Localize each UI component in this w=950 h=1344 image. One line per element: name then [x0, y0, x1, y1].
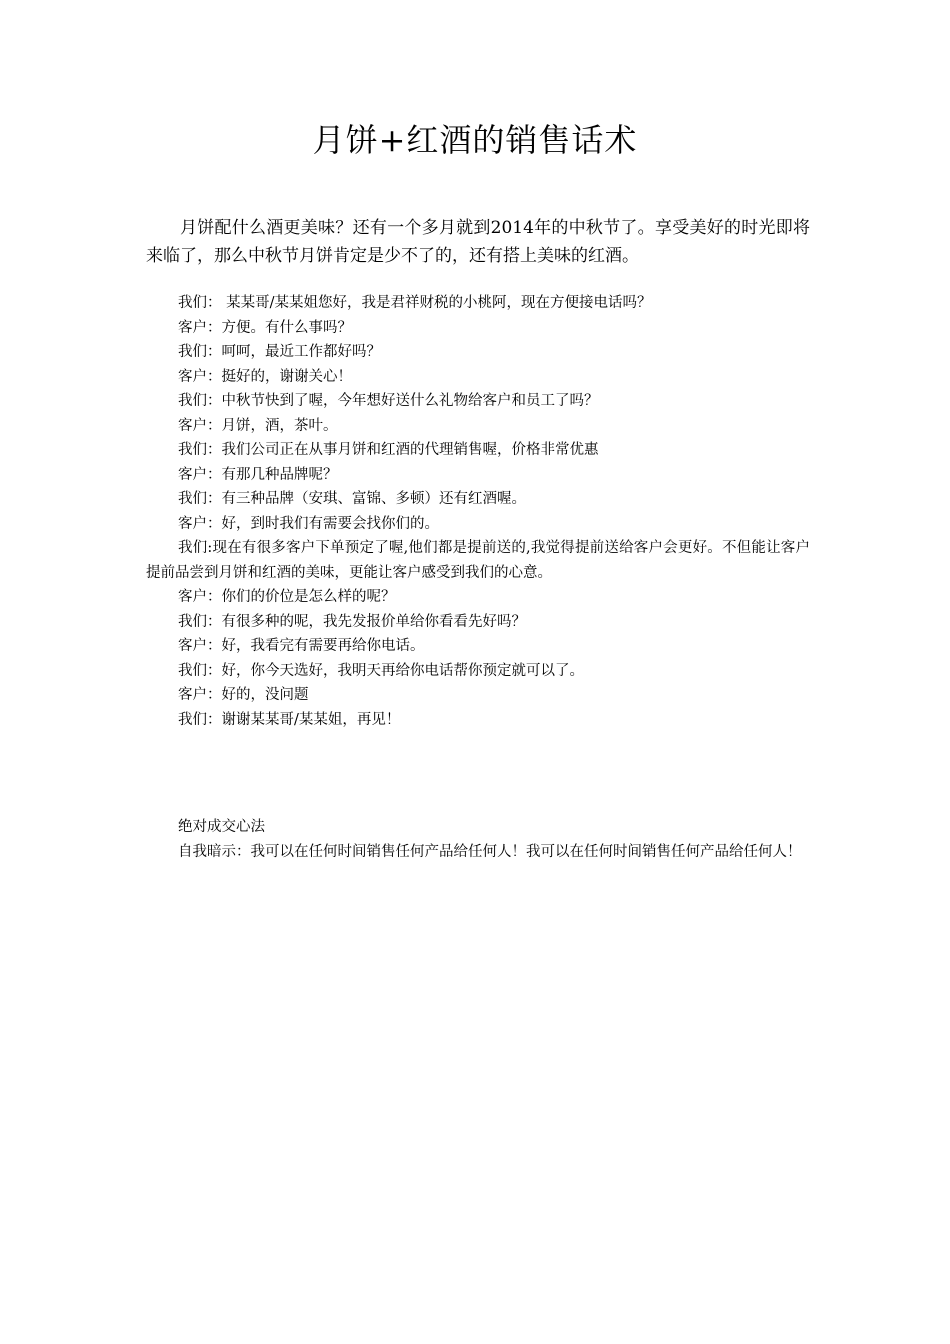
dialogue-line: 客户：你们的价位是怎么样的呢？ — [178, 589, 396, 605]
closing-section — [146, 815, 810, 864]
dialogue-line: 我们：有很多种的呢，我先发报价单给你看看先好吗？ — [178, 613, 526, 630]
dialogue-line: 客户：好，到时我们有需要会找你们的。 — [178, 515, 439, 532]
closing-text: 自我暗示：我可以在任何时间销售任何产品给任何人！我可以在任何时间销售任何产品给任何人！ — [178, 843, 802, 860]
dialogue-line: 客户：好，我看完有需要再给你电话。 — [178, 638, 425, 654]
dialogue-line: 客户：好的，没问题 — [178, 687, 309, 703]
dialogue-line: 客户：方便。有什么事吗？ — [178, 319, 352, 336]
dialogue-line: 客户：挺好的，谢谢关心！ — [178, 368, 352, 385]
dialogue-line: 我们：呵呵，最近工作都好吗？ — [178, 344, 381, 360]
dialogue-line: 我们：好，你今天选好，我明天再给你电话帮你预定就可以了。 — [178, 662, 584, 679]
dialogue-line: 我们：有三种品牌（安琪、富锦、多顿）还有红酒喔。 — [178, 491, 526, 507]
dialogue-line: 我们:现在有很多客户下单预定了喔,他们都是提前送的,我觉得提前送给客户会更好。不但能让客户提前品尝到月饼和红酒的美味，更能让客户感受到我们的心意。 — [146, 540, 810, 581]
dialogue-line: 我们：中秋节快到了喔，今年想好送什么礼物给客户和员工了吗？ — [178, 393, 599, 409]
closing-heading: 绝对成交心法 — [178, 819, 265, 835]
document-title: 月饼+红酒的销售话术 — [312, 121, 638, 159]
dialogue-line: 我们：我们公司正在从事月饼和红酒的代理销售喔，价格非常优惠 — [178, 442, 599, 458]
dialogue-section — [146, 291, 810, 732]
dialogue-line: 客户：月饼，酒，茶叶。 — [178, 417, 338, 434]
dialogue-line: 我们：谢谢某某哥/某某姐，再见！ — [178, 711, 401, 728]
dialogue-line: 我们： 某某哥/某某姐您好，我是君祥财税的小桃阿，现在方便接电话吗？ — [178, 295, 652, 311]
dialogue-line: 客户：有那几种品牌呢？ — [178, 466, 338, 483]
intro-paragraph: 月饼配什么酒更美味？还有一个多月就到2014年的中秋节了。享受美好的时光即将来临了，那么中秋节月饼肯定是少不了的，还有搭上美味的红酒。 — [146, 218, 810, 266]
